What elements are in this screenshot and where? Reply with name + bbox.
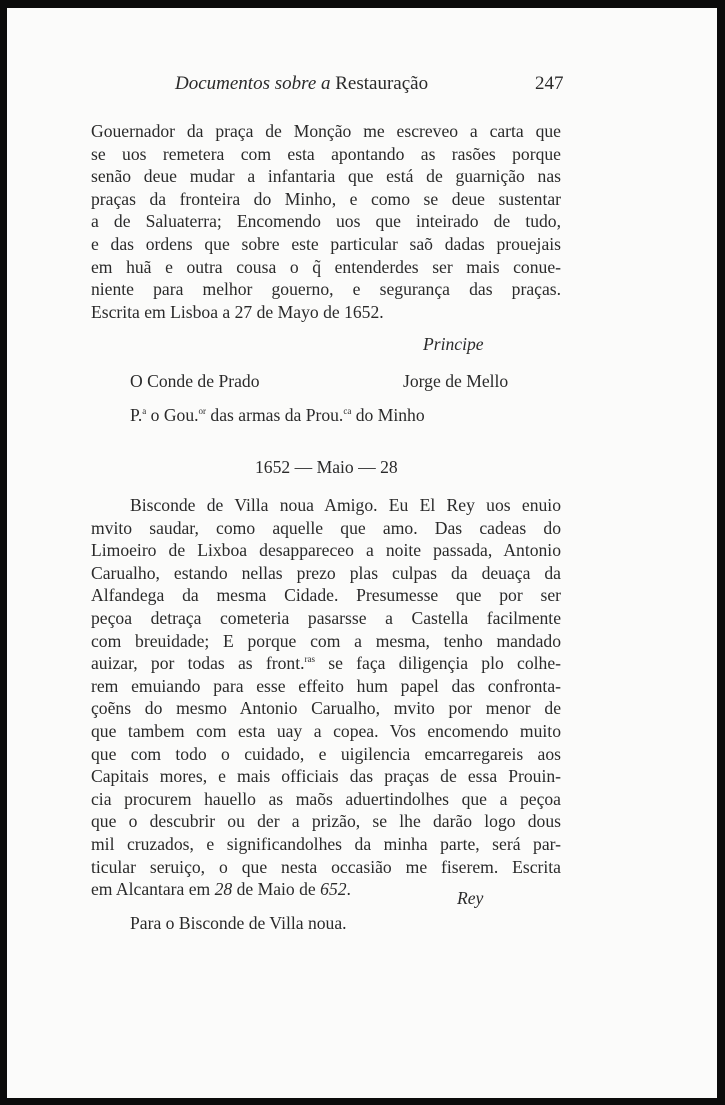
text-line: ticular seruiço, o que nesta occasião me fiserem. Escrita	[91, 856, 561, 877]
address-sup: ca	[343, 406, 352, 416]
text-line-compound	[91, 652, 561, 675]
text-line: que o descubrir ou der a prizão, se lhe darão logo dous	[91, 811, 561, 832]
text-line: que tambem com esta uay a copea. Vos encomendo muito	[91, 720, 561, 741]
date-year: 652	[320, 879, 347, 900]
text-line: Alfandega da mesma Cidade. Presumesse que por ser	[91, 585, 561, 606]
running-header	[7, 71, 717, 99]
address-sup: or	[198, 406, 207, 416]
text-line-compound	[91, 878, 561, 901]
text-line: praças da fronteira do Minho, e como se deue sustentar	[91, 188, 561, 209]
address-part: o Gou.	[146, 405, 199, 425]
text-line: çoẽns do mesmo Antonio Carualho, mvito por menor de	[91, 698, 561, 719]
text-line: mil cruzados, e significandolhes da minha parte, será par-	[91, 833, 561, 854]
text-line: com breuidade; E porque com a mesma, tenho mandado	[91, 630, 561, 651]
text-fragment: .	[346, 879, 351, 900]
running-title-rest: Restauração	[335, 73, 429, 94]
address-sup: a	[142, 406, 147, 416]
book-page	[7, 8, 717, 1098]
text-line: senão deue mudar a infantaria que está de guarnição nas	[91, 166, 561, 187]
text-line: Escrita em Lisboa a 27 de Mayo de 1652.	[91, 301, 384, 322]
text-line: cia procurem hauello as maõs aduertindolhes que a peçoa	[91, 788, 561, 809]
text-fragment: auizar, por todas as front.	[91, 653, 305, 674]
text-fragment: em Alcantara em	[91, 879, 215, 900]
address-part: das armas da Prou.	[206, 405, 344, 425]
text-line: Limoeiro de Lixboa desappareceo a noite passada, Antonio	[91, 540, 561, 561]
signature-rey: Rey	[457, 888, 484, 908]
text-line: Capitais mores, e mais officiais das praças de essa Prouin-	[91, 766, 561, 787]
text-line: a de Saluaterra; Encomendo uos que inteirado de tudo,	[91, 211, 561, 232]
date-day: 28	[214, 879, 233, 900]
running-title	[175, 73, 428, 95]
letter-1-address	[130, 405, 425, 426]
text-sup: ras	[304, 654, 315, 665]
text-fragment: de Maio de	[232, 879, 321, 900]
text-line: e das ordens que sobre este particular saõ dadas prouejais	[91, 233, 561, 254]
address-part: do Minho	[351, 405, 425, 425]
letter-1-body	[91, 120, 561, 323]
text-line: rem emuiando para esse effeito hum papel das confronta-	[91, 675, 561, 696]
text-line: niente para melhor gouerno, e segurança das praças.	[91, 279, 561, 300]
text-fragment: se faça diligençia plo colhe-	[315, 653, 561, 674]
signer-left: O Conde de Prado	[130, 371, 260, 391]
signer-right: Jorge de Mello	[403, 371, 509, 391]
text-line: Gouernador da praça de Monção me escreveo a carta que	[91, 121, 561, 141]
running-title-italic: Documentos sobre a	[175, 73, 331, 94]
letter-2-body	[91, 494, 561, 901]
text-line: peçoa detraça cometeria pasarsse a Castella facilmente	[91, 607, 561, 628]
date-heading: 1652 — Maio — 28	[255, 457, 398, 477]
text-line: que com todo o cuidado, e uigilencia emcarregareis aos	[91, 743, 561, 764]
text-line: em huã e outra cousa o q̃ entenderdes ser mais conue-	[91, 256, 561, 277]
letter-2-recipient: Para o Bisconde de Villa noua.	[130, 913, 347, 933]
text-line: Carualho, estando nellas prezo plas culpas da deuaça da	[91, 562, 561, 583]
page-number: 247	[535, 73, 564, 94]
text-line: mvito saudar, como aquelle que amo. Das cadeas do	[91, 517, 561, 538]
signature-principe: Principe	[423, 334, 484, 354]
text-line: se uos remetera com esta apontando as rasões porque	[91, 143, 561, 164]
address-part: P.	[130, 405, 143, 425]
text-line: Bisconde de Villa noua Amigo. Eu El Rey uos enuio	[130, 495, 561, 515]
